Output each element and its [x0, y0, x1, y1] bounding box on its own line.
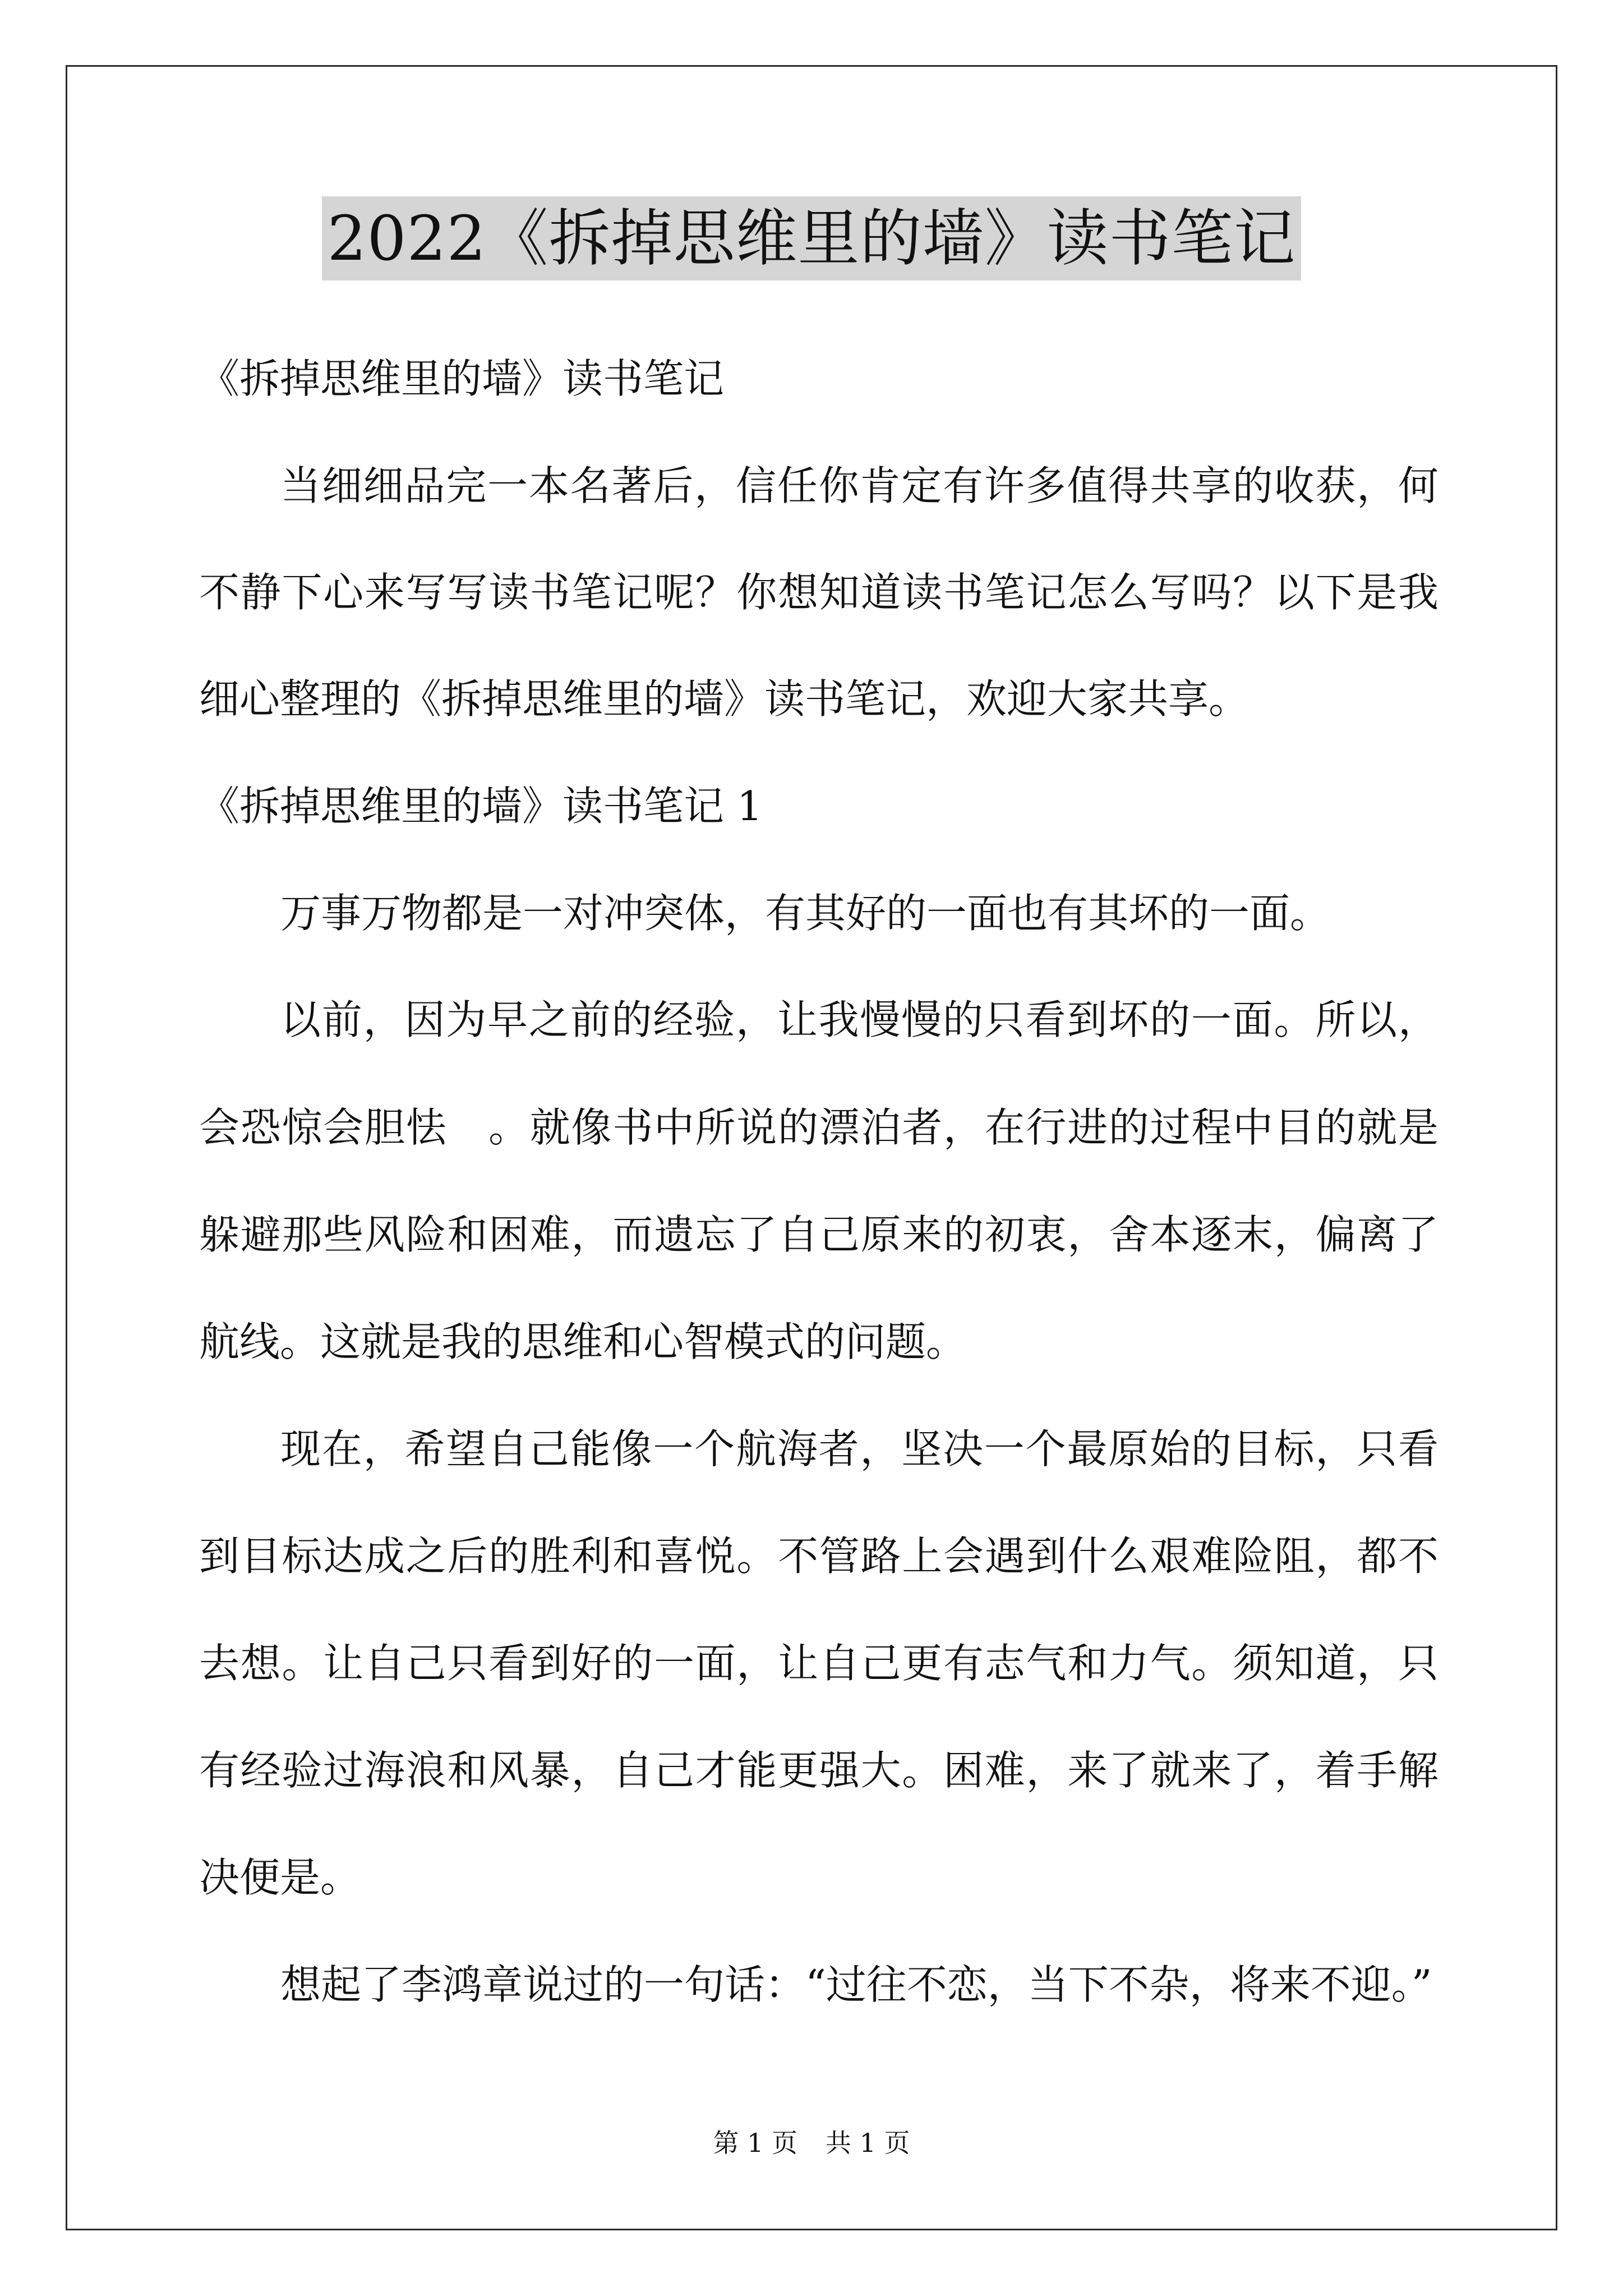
page-number-current: 第 1 页 — [713, 2128, 797, 2158]
para2-line-4: 航线。这就是我的思维和心智模式的问题。 — [199, 1318, 967, 1365]
section-heading: 《拆掉思维里的墙》读书笔记 1 — [199, 783, 763, 830]
page-footer — [0, 2126, 1623, 2160]
para2-line-2: 会恐惊会胆怯 。就像书中所说的漂泊者，在行进的过程中目的就是 — [199, 1104, 1438, 1151]
intro-line-1: 当细细品完一本名著后，信任你肯定有许多值得共享的收获，何 — [280, 462, 1438, 509]
para2-line-1: 以前，因为早之前的经验，让我慢慢的只看到坏的一面。所以， — [280, 996, 1438, 1043]
title-container — [0, 196, 1623, 280]
para4-line-1: 想起了李鸿章说过的一句话：“过往不恋，当下不杂，将来不迎。” — [280, 1961, 1432, 2008]
para3-line-4: 有经验过海浪和风暴，自己才能更强大。困难，来了就来了，着手解 — [199, 1747, 1438, 1794]
para2-line-3: 躲避那些风险和困难，而遗忘了自己原来的初衷，舍本逐末，偏离了 — [199, 1211, 1438, 1258]
intro-line-2: 不静下心来写写读书笔记呢？你想知道读书笔记怎么写吗？以下是我 — [199, 569, 1438, 616]
para3-line-2: 到目标达成之后的胜利和喜悦。不管路上会遇到什么艰难险阻，都不 — [199, 1533, 1438, 1580]
document-title: 2022《拆掉思维里的墙》读书笔记 — [322, 196, 1302, 280]
para3-line-1: 现在，希望自己能像一个航海者，坚决一个最原始的目标，只看 — [280, 1425, 1438, 1473]
page-number-total: 共 1 页 — [826, 2128, 910, 2158]
para3-line-5: 决便是。 — [199, 1854, 361, 1901]
intro-line-3: 细心整理的《拆掉思维里的墙》读书笔记，欢迎大家共享。 — [199, 675, 1249, 723]
para1-line-1: 万事万物都是一对冲突体，有其好的一面也有其坏的一面。 — [280, 890, 1331, 937]
para3-line-3: 去想。让自己只看到好的一面，让自己更有志气和力气。须知道，只 — [199, 1640, 1438, 1687]
subtitle: 《拆掉思维里的墙》读书笔记 — [199, 355, 725, 402]
